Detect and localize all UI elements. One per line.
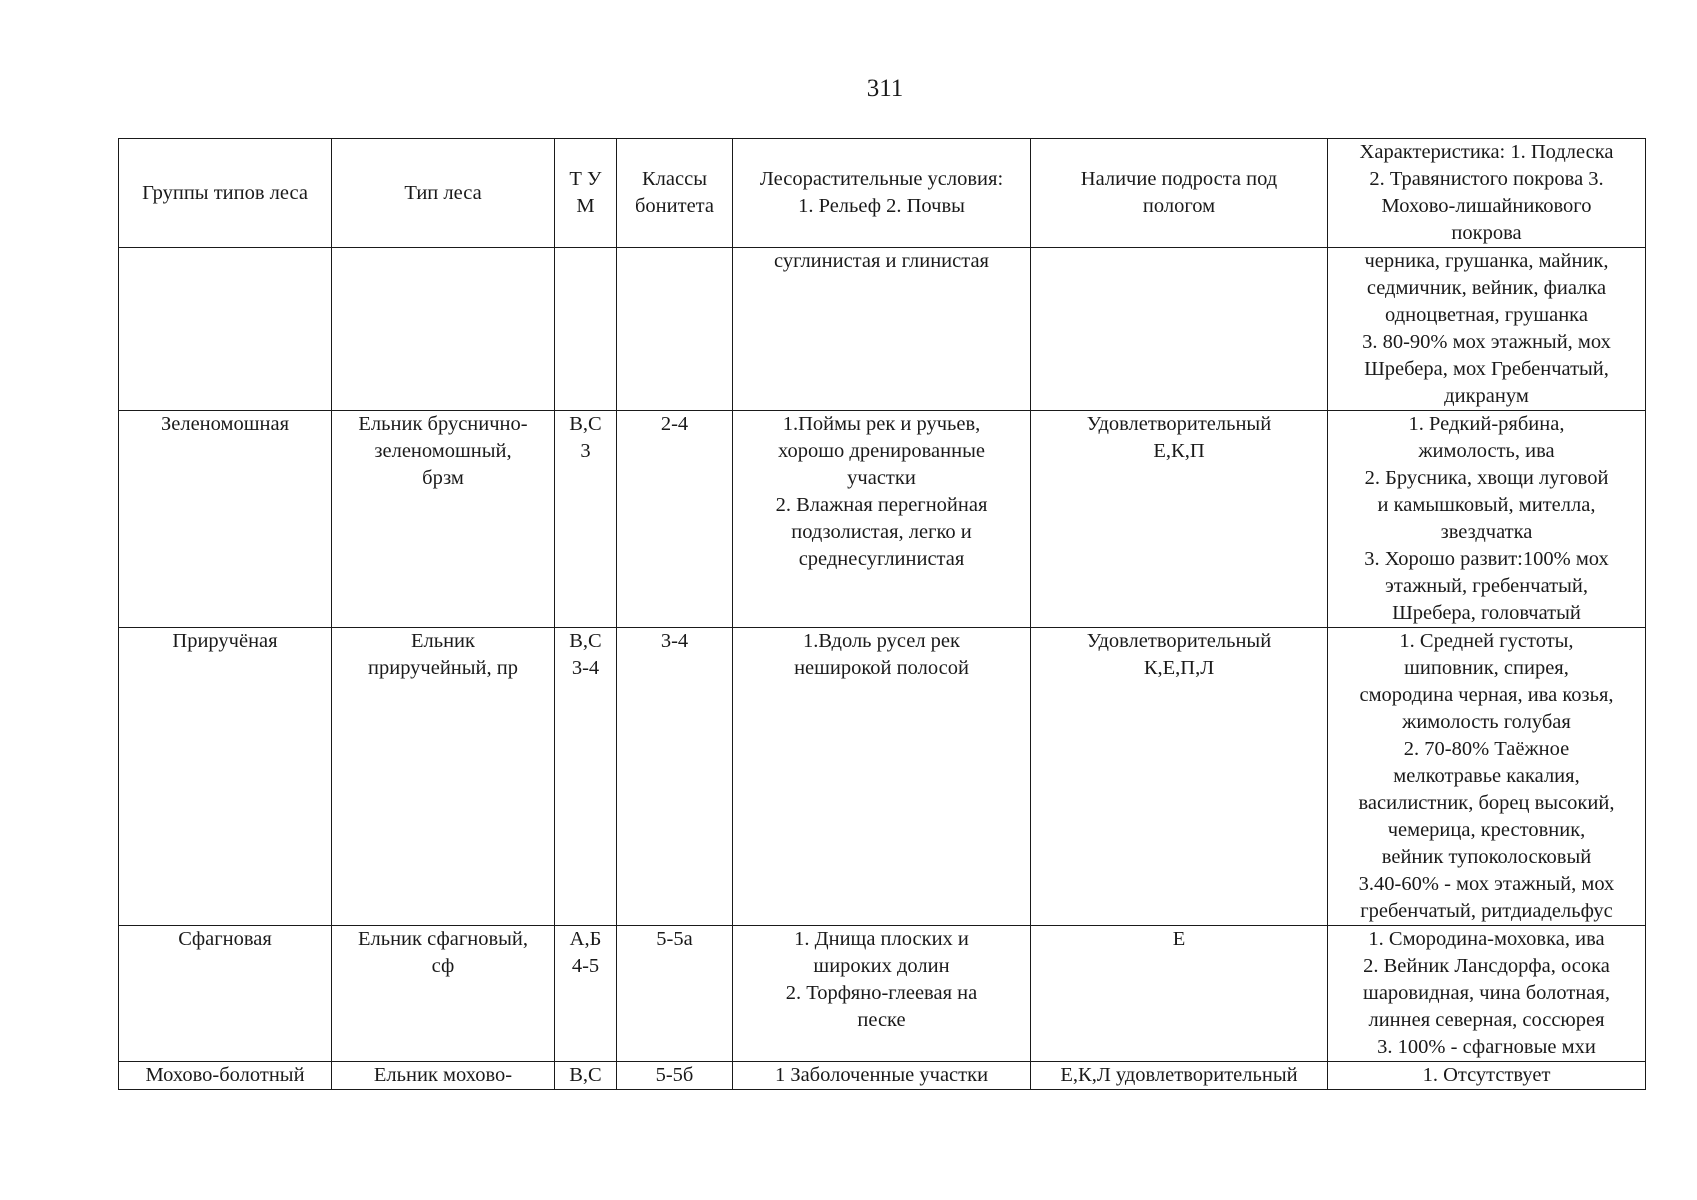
header-forest-type-group: Группы типов леса <box>119 139 332 248</box>
cell-forest-type-group: Приручёная <box>119 628 332 926</box>
cell-forest-type: Ельник мохово- <box>332 1062 555 1090</box>
header-tum: Т У М <box>555 139 617 248</box>
cell-forest-type-group <box>119 248 332 411</box>
cell-tum: В,С 3 <box>555 411 617 628</box>
page-number: 311 <box>866 75 904 102</box>
cell-undergrowth: Удовлетворительный Е,К,П <box>1031 411 1328 628</box>
cell-tum: А,Б 4-5 <box>555 926 617 1062</box>
table-header-row <box>119 139 1646 248</box>
cell-bonitet-class: 5-5б <box>617 1062 733 1090</box>
cell-growing-conditions: 1 Заболоченные участки <box>733 1062 1031 1090</box>
table-row <box>119 926 1646 1062</box>
table-row <box>119 628 1646 926</box>
cell-forest-type: Ельник брусничнo- зеленомошный, брзм <box>332 411 555 628</box>
table-row <box>119 411 1646 628</box>
cell-growing-conditions: 1. Днища плоских и широких долин 2. Торфяно-глеевая на песке <box>733 926 1031 1062</box>
cell-growing-conditions: 1.Вдоль русел рек неширокой полосой <box>733 628 1031 926</box>
header-bonitet-class: Классы бонитета <box>617 139 733 248</box>
cell-undergrowth: Е <box>1031 926 1328 1062</box>
forest-types-table <box>118 138 1646 1090</box>
cell-bonitet-class: 5-5а <box>617 926 733 1062</box>
table-row <box>119 248 1646 411</box>
cell-characteristics: черника, грушанка, майник, седмичник, вейник, фиалка одноцветная, грушанка 3. 80-90% мох этажный, мох Шребера, мох Гребенчатый, дикранум <box>1328 248 1646 411</box>
cell-forest-type: Ельник сфагновый, сф <box>332 926 555 1062</box>
cell-forest-type-group: Сфагновая <box>119 926 332 1062</box>
cell-forest-type <box>332 248 555 411</box>
table-row <box>119 1062 1646 1090</box>
cell-characteristics: 1. Редкий-рябина, жимолость, ива 2. Брусника, хвощи луговой и камышковый, мителла, звездчатка 3. Хорошо развит:100% мох этажный, гребенчатый, Шребера, головчатый <box>1328 411 1646 628</box>
cell-forest-type-group: Зеленомошная <box>119 411 332 628</box>
header-characteristics: Характеристика: 1. Подлеска 2. Травянистого покрова 3. Мохово-лишайникового покрова <box>1328 139 1646 248</box>
cell-tum: В,С <box>555 1062 617 1090</box>
cell-characteristics: 1. Смородина-моховка, ива 2. Вейник Лансдорфа, осока шаровидная, чина болотная, линнея северная, соссюрея 3. 100% - сфагновые мхи <box>1328 926 1646 1062</box>
cell-tum: В,С 3-4 <box>555 628 617 926</box>
cell-bonitet-class <box>617 248 733 411</box>
cell-bonitet-class: 2-4 <box>617 411 733 628</box>
cell-undergrowth: Е,К,Л удовлетворительный <box>1031 1062 1328 1090</box>
cell-bonitet-class: 3-4 <box>617 628 733 926</box>
cell-forest-type-group: Мохово-болотный <box>119 1062 332 1090</box>
header-forest-type: Тип леса <box>332 139 555 248</box>
cell-growing-conditions: 1.Поймы рек и ручьев, хорошо дренированные участки 2. Влажная перегнойная подзолистая, легко и среднесуглинистая <box>733 411 1031 628</box>
header-growing-conditions: Лесорастительные условия: 1. Рельеф 2. Почвы <box>733 139 1031 248</box>
cell-growing-conditions: суглинистая и глинистая <box>733 248 1031 411</box>
cell-forest-type: Ельник приручейный, пр <box>332 628 555 926</box>
cell-characteristics: 1. Средней густоты, шиповник, спирея, смородина черная, ива козья, жимолость голубая 2. 70-80% Таёжное мелкотравье какалия, василистник, борец высокий, чемерица, крестовник, вейник тупоколосковый 3.40-60% - мох этажный, мох гребенчатый, ритдиадельфус <box>1328 628 1646 926</box>
cell-tum <box>555 248 617 411</box>
cell-characteristics: 1. Отсутствует <box>1328 1062 1646 1090</box>
cell-undergrowth: Удовлетворительный К,Е,П,Л <box>1031 628 1328 926</box>
header-undergrowth: Наличие подроста под пологом <box>1031 139 1328 248</box>
cell-undergrowth <box>1031 248 1328 411</box>
